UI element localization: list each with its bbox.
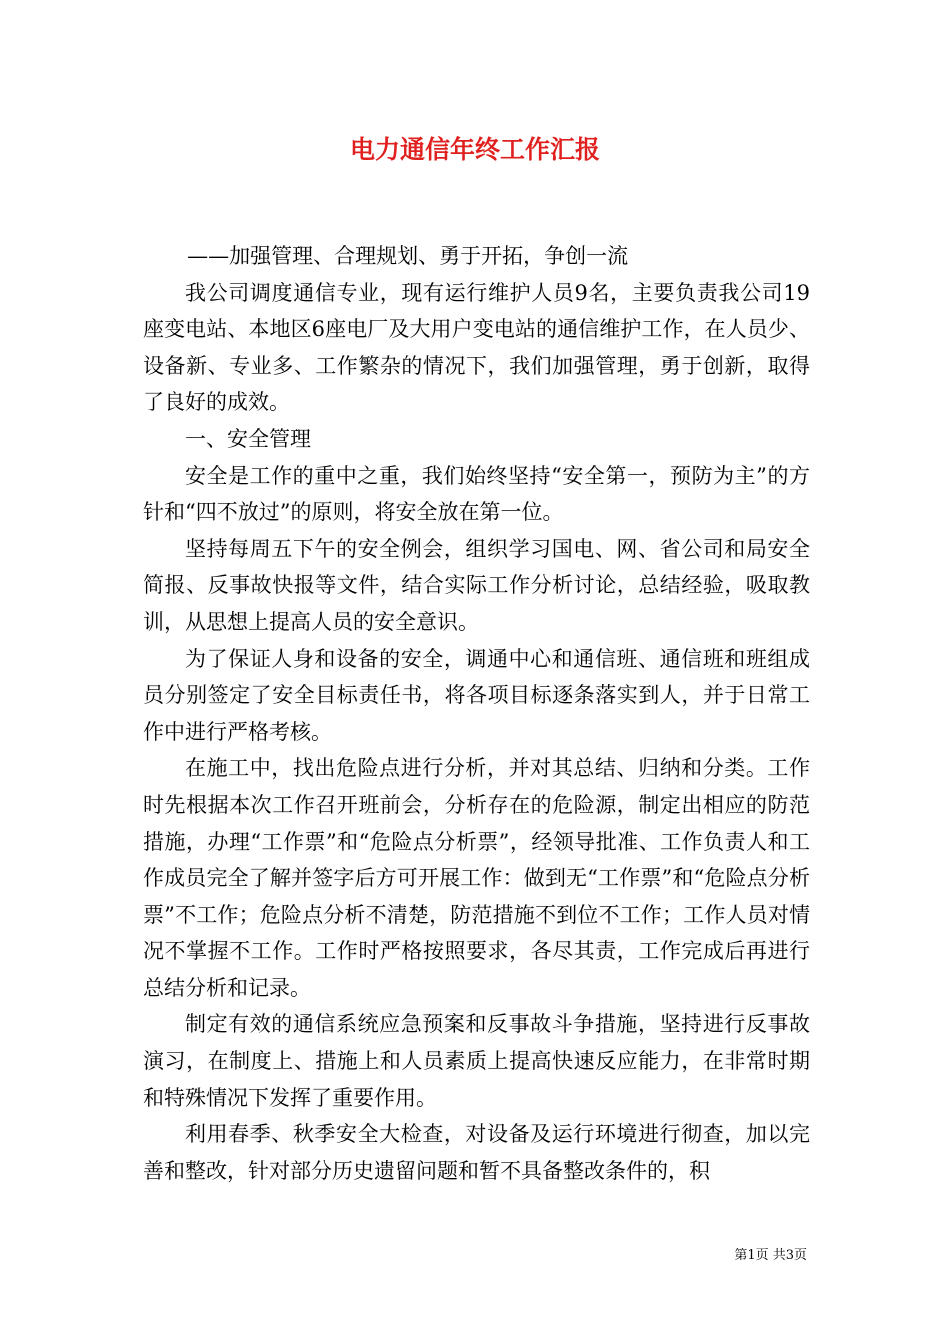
document-title: 电力通信年终工作汇报 <box>349 135 600 164</box>
paragraph-intro: 我公司调度通信专业，现有运行维护人员9名，主要负责我公司19座变电站、本地区6座电厂及大用户变电站的通信维护工作，在人员少、设备新、专业多、工作繁杂的情况下，我们加强管理，勇于创新，取得了良好的成效。 <box>143 280 810 415</box>
paragraph: 安全是工作的重中之重，我们始终坚持“安全第一，预防为主”的方针和“四不放过”的原则，将安全放在第一位。 <box>143 463 810 525</box>
section-heading-safety: 一、安全管理 <box>185 426 311 451</box>
paragraph: 利用春季、秋季安全大检查，对设备及运行环境进行彻查，加以完善和整改，针对部分历史遗留问题和暂不具备整改条件的，积 <box>143 1122 810 1183</box>
document-subtitle: ——加强管理、合理规划、勇于开拓，争创一流 <box>187 244 629 268</box>
paragraph: 坚持每周五下午的安全例会，组织学习国电、网、省公司和局安全简报、反事故快报等文件，结合实际工作分析讨论，总结经验，吸取教训，从思想上提高人员的安全意识。 <box>143 536 810 634</box>
paragraph: 制定有效的通信系统应急预案和反事故斗争措施，坚持进行反事故演习，在制度上、措施上和人员素质上提高快速反应能力，在非常时期和特殊情况下发挥了重要作用。 <box>143 1012 810 1110</box>
paragraph: 为了保证人身和设备的安全，调通中心和通信班、通信班和班组成员分别签定了安全目标责任书，将各项目标逐条落实到人，并于日常工作中进行严格考核。 <box>143 646 810 744</box>
document-body <box>143 238 810 1189</box>
paragraph: 在施工中，找出危险点进行分析，并对其总结、归纳和分类。工作时先根据本次工作召开班前会，分析存在的危险源，制定出相应的防范措施，办理“工作票”和“危险点分析票”，经领导批准、工作负责人和工作成员完全了解并签字后方可开展工作：做到无“工作票”和“危险点分析票”不工作；危险点分析不清楚，防范措施不到位不工作；工作人员对情况不掌握不工作。工作时严格按照要求，各尽其责，工作完成后再进行总结分析和记录。 <box>143 756 810 1000</box>
page-number: 第1页 共3页 <box>734 1248 807 1263</box>
